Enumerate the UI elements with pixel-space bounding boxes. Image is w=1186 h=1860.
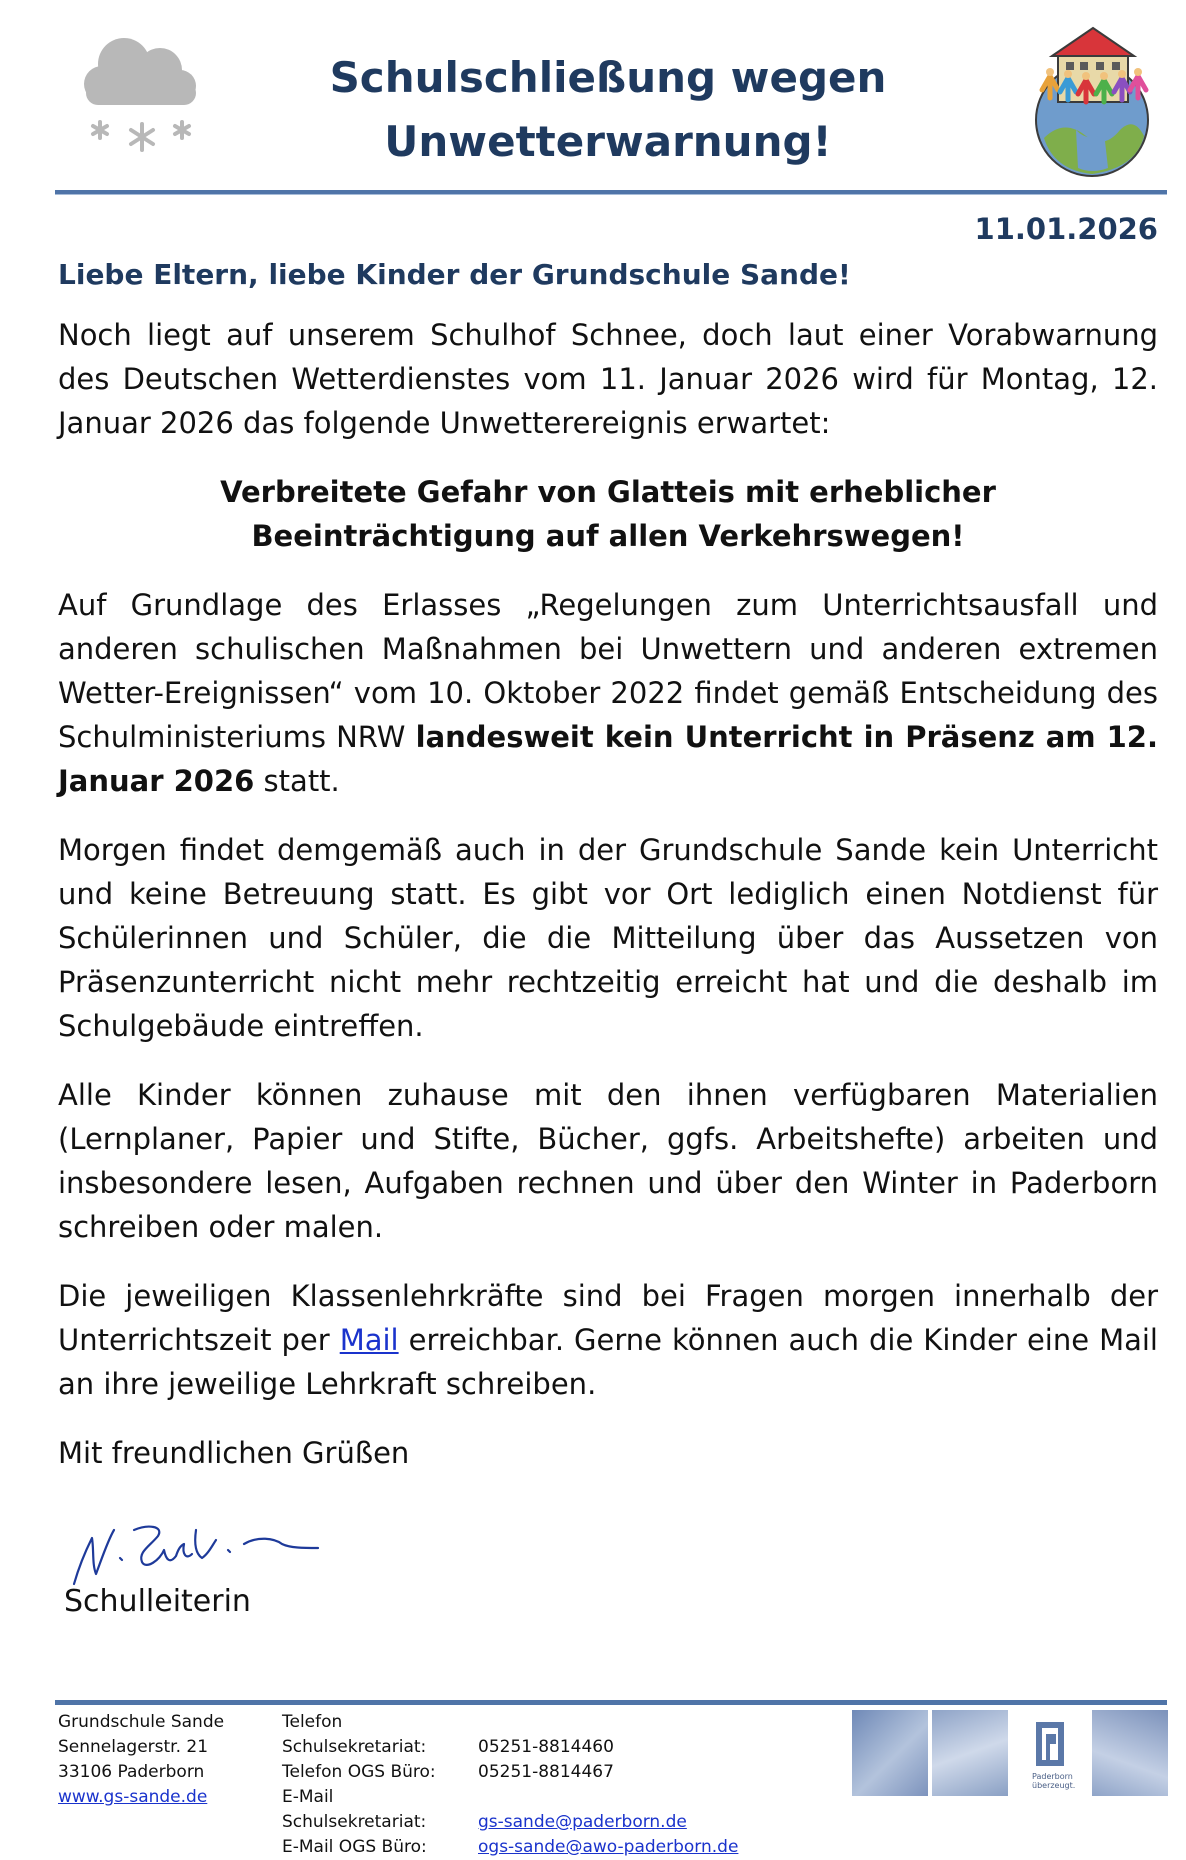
closing: Mit freundlichen Grüßen [58,1436,410,1470]
footer-street: Sennelagerstr. 21 [58,1737,209,1757]
paragraph-decree [58,583,1158,803]
footer-photo [1092,1710,1168,1796]
footer-photo [932,1710,1008,1796]
phone-ogs: 05251-8814467 [478,1762,614,1782]
email-ogs-link[interactable]: ogs-sande@awo-paderborn.de [478,1837,739,1857]
weather-warning-line-2: Beeinträchtigung auf allen Verkehrswegen! [251,519,965,553]
snow-cloud-icon [72,26,208,156]
footer-city: 33106 Paderborn [58,1762,205,1782]
paragraph-home-learning: Alle Kinder können zuhause mit den ihnen verfügbaren Materialien (Lernplaner, Papier und Stifte, Bücher, ggfs. Arbeitshefte) arbeiten und insbesondere lesen, Aufgaben rechnen und über den Winter in Paderborn schreiben oder malen. [58,1078,1158,1244]
phone-office-label: Telefon Schulsekretariat: [282,1712,427,1757]
signature [68,1510,328,1588]
paragraph-decree-end: statt. [254,764,340,798]
paragraph-intro: Noch liegt auf unserem Schulhof Schnee, doch laut einer Vorabwarnung des Deutschen Wetterdienstes vom 11. Januar 2026 wird für Montag, 12. Januar 2026 das folgende Unwetterereignis erwartet: [58,318,1158,440]
email-office-label: E-Mail Schulsekretariat: [282,1787,427,1832]
phone-ogs-label: Telefon OGS Büro: [282,1762,436,1782]
paragraph-decree-emphasis: landesweit kein Unterricht in Präsenz am 12. Januar 2026 [58,720,1159,798]
footer-photo [852,1710,928,1796]
phone-office: 05251-8814460 [478,1737,614,1757]
paderborn-logo-text: Paderborn überzeugt. [1032,1772,1076,1790]
footer-image-strip [852,1710,1186,1796]
mail-link[interactable]: Mail [339,1323,399,1357]
paderborn-logo [1012,1710,1088,1796]
school-logo [1024,18,1160,178]
footer-divider [55,1700,1167,1705]
email-ogs-label: E-Mail OGS Büro: [282,1837,427,1857]
letter-body [58,313,1158,1500]
email-office-link[interactable]: gs-sande@paderborn.de [478,1812,687,1832]
paragraph-decree-text: Auf Grundlage des Erlasses „Regelungen zum Unterrichtsausfall und anderen schulischen Maßnahmen bei Unwettern und anderen extremen Wetter-Ereignissen“ vom 10. Oktober 2022 findet gemäß Entscheidung des Schulministeriums NRW [58,588,1158,754]
weather-warning [58,470,1158,558]
footer-website-link[interactable]: www.gs-sande.de [58,1787,208,1807]
paragraph-emergency-care: Morgen findet demgemäß auch in der Grundschule Sande kein Unterricht und keine Betreuung statt. Es gibt vor Ort lediglich einen Notdienst für Schülerinnen und Schüler, die die Mitteilung über das Aussetzen von Präsenzunterricht nicht mehr rechtzeitig erreicht hat und die deshalb im Schulgebäude eintreffen. [58,833,1158,1043]
letter-footer [58,1710,1178,1857]
weather-warning-line-1: Verbreitete Gefahr von Glatteis mit erheblicher [220,475,996,509]
paragraph-contact [58,1274,1158,1406]
greeting: Liebe Eltern, liebe Kinder der Grundschule Sande! [58,258,851,291]
footer-contacts [282,1710,762,1860]
footer-address [58,1710,258,1810]
paragraph-contact-text: Die jeweiligen Klassenlehrkräfte sind bei Fragen morgen innerhalb der Unterrichtszeit per [58,1279,1158,1357]
paragraph-contact-end: erreichbar. Gerne können auch die Kinder eine Mail an ihre jeweilige Lehrkraft schreiben. [58,1323,1158,1401]
footer-school-name: Grundschule Sande [58,1712,225,1732]
letter-header [0,0,1186,200]
page-title: Schulschließung wegen Unwetterwarnung! [329,53,887,166]
header-divider [55,190,1167,195]
signer-role: Schulleiterin [64,1584,251,1619]
letter-date: 11.01.2026 [974,212,1158,246]
